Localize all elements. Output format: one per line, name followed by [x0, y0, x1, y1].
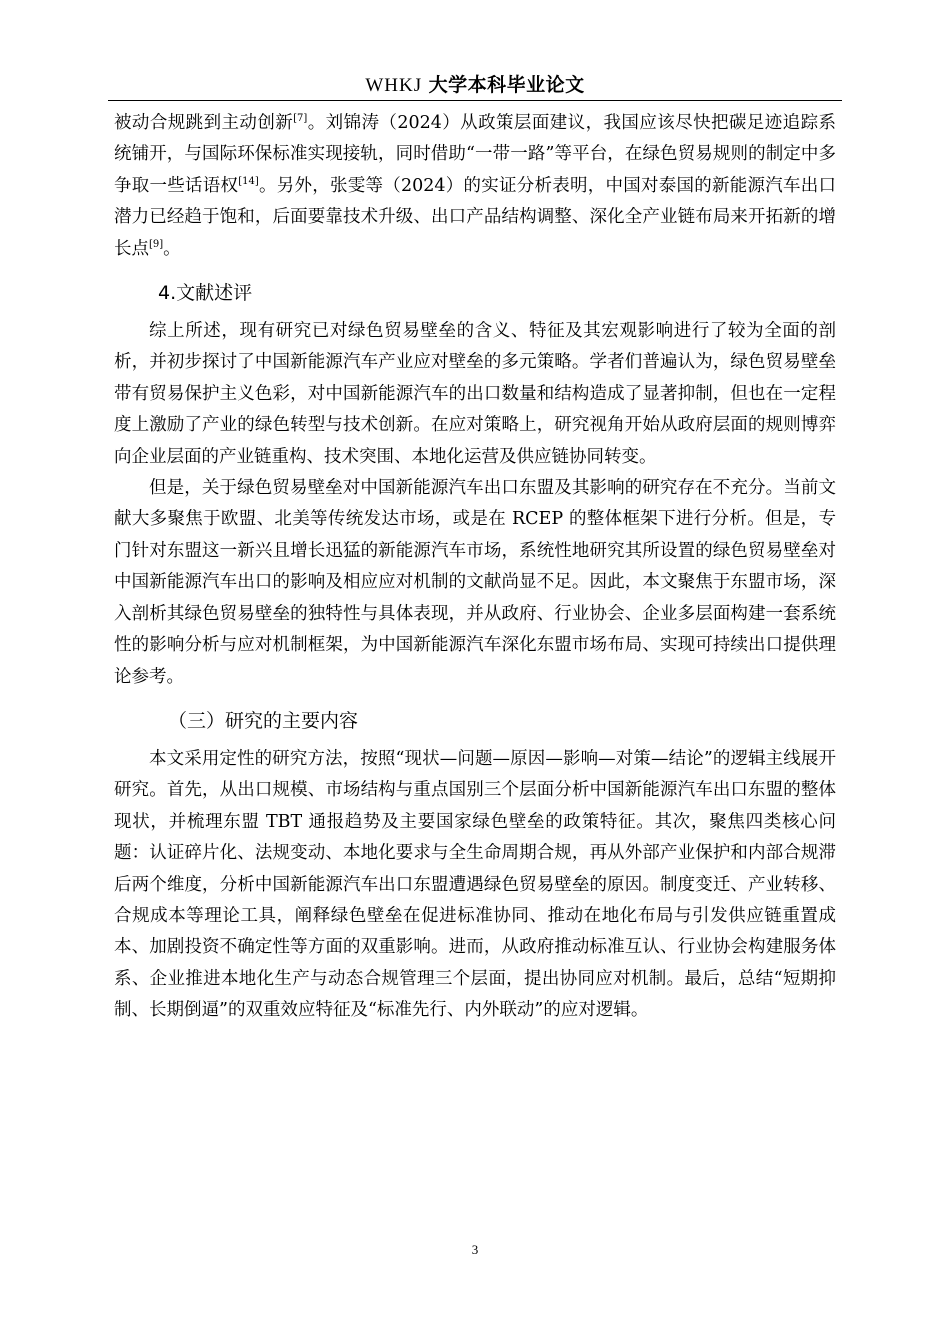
text-run: 。刘锦涛（2024）从政策层面建议，我国应该尽快把碳足迹追踪系统铺开，与国际环保标准实现接轨，同时借助“一带一路”等平台，在绿色贸易规则的制定中多争取一些话语权: [114, 113, 836, 196]
header-title: 大学本科毕业论文: [428, 74, 585, 96]
page-body: [114, 108, 836, 1027]
section-heading-literature-review: 4.文献述评: [158, 282, 253, 305]
text-run: 被动合规跳到主动创新: [114, 113, 294, 133]
page-number: 3: [471, 1242, 479, 1257]
section-heading-main-content: （三）研究的主要内容: [168, 709, 359, 732]
text-run: 。另外，张雯等（2024）的实证分析表明，中国对泰国的新能源汽车出口潜力已经趋于饱和，后面要靠技术升级、出口产品结构调整、深化全产业链布局来开拓新的增长点: [114, 175, 837, 259]
header-school-code: WHKJ: [365, 75, 423, 96]
paragraph-summary: 综上所述，现有研究已对绿色贸易壁垒的含义、特征及其宏观影响进行了较为全面的剖析，并初步探讨了中国新能源汽车产业应对壁垒的多元策略。学者们普遍认为，绿色贸易壁垒带有贸易保护主义色彩，对中国新能源汽车的出口数量和结构造成了显著抑制，但也在一定程度上激励了产业的绿色转型与技术创新。在应对策略上，研究视角开始从政府层面的规则博弈向企业层面的产业链重构、技术突围、本地化运营及供应链协同转变。: [114, 321, 836, 467]
citation: [9]: [149, 238, 164, 250]
paragraph-research-content: 本文采用定性的研究方法，按照“现状—问题—原因—影响—对策—结论”的逻辑主线展开研究。首先，从出口规模、市场结构与重点国别三个层面分析中国新能源汽车出口东盟的整体现状，并梳理东盟 TBT 通报趋势及主要国家绿色壁垒的政策特征。其次，聚焦四类核心问题：认证碎片化、法规变动、本地化要求与全生命周期合规，再从外部产业保护和内部合规滞后两个维度，分析中国新能源汽车出口东盟遭遇绿色贸易壁垒的原因。制度变迁、产业转移、合规成本等理论工具，阐释绿色壁垒在促进标准协同、推动在地化布局与引发供应链重置成本、加剧投资不确定性等方面的双重影响。进而，从政府推动标准互认、行业协会构建服务体系、企业推进本地化生产与动态合规管理三个层面，提出协同应对机制。最后，总结“短期抑制、长期倒逼”的双重效应特征及“标准先行、内外联动”的应对逻辑。: [114, 748, 836, 1021]
page-header: [108, 70, 842, 101]
citation: [7]: [293, 113, 308, 125]
paragraph-research-gap: 但是，关于绿色贸易壁垒对中国新能源汽车出口东盟及其影响的研究存在不充分。当前文献大多聚焦于欧盟、北美等传统发达市场，或是在 RCEP 的整体框架下进行分析。但是，专门针对东盟这一新兴且增长迅猛的新能源汽车市场，系统性地研究其所设置的绿色贸易壁垒对中国新能源汽车出口的影响及相应应对机制的文献尚显不足。因此，本文聚焦于东盟市场，深入剖析其绿色贸易壁垒的独特性与具体表现，并从政府、行业协会、企业多层面构建一套系统性的影响分析与应对机制框架，为中国新能源汽车深化东盟市场布局、实现可持续出口提供理论参考。: [114, 478, 836, 687]
paragraph-continued: [114, 108, 836, 265]
text-run: 。: [163, 238, 181, 259]
citation: [14]: [238, 175, 259, 187]
